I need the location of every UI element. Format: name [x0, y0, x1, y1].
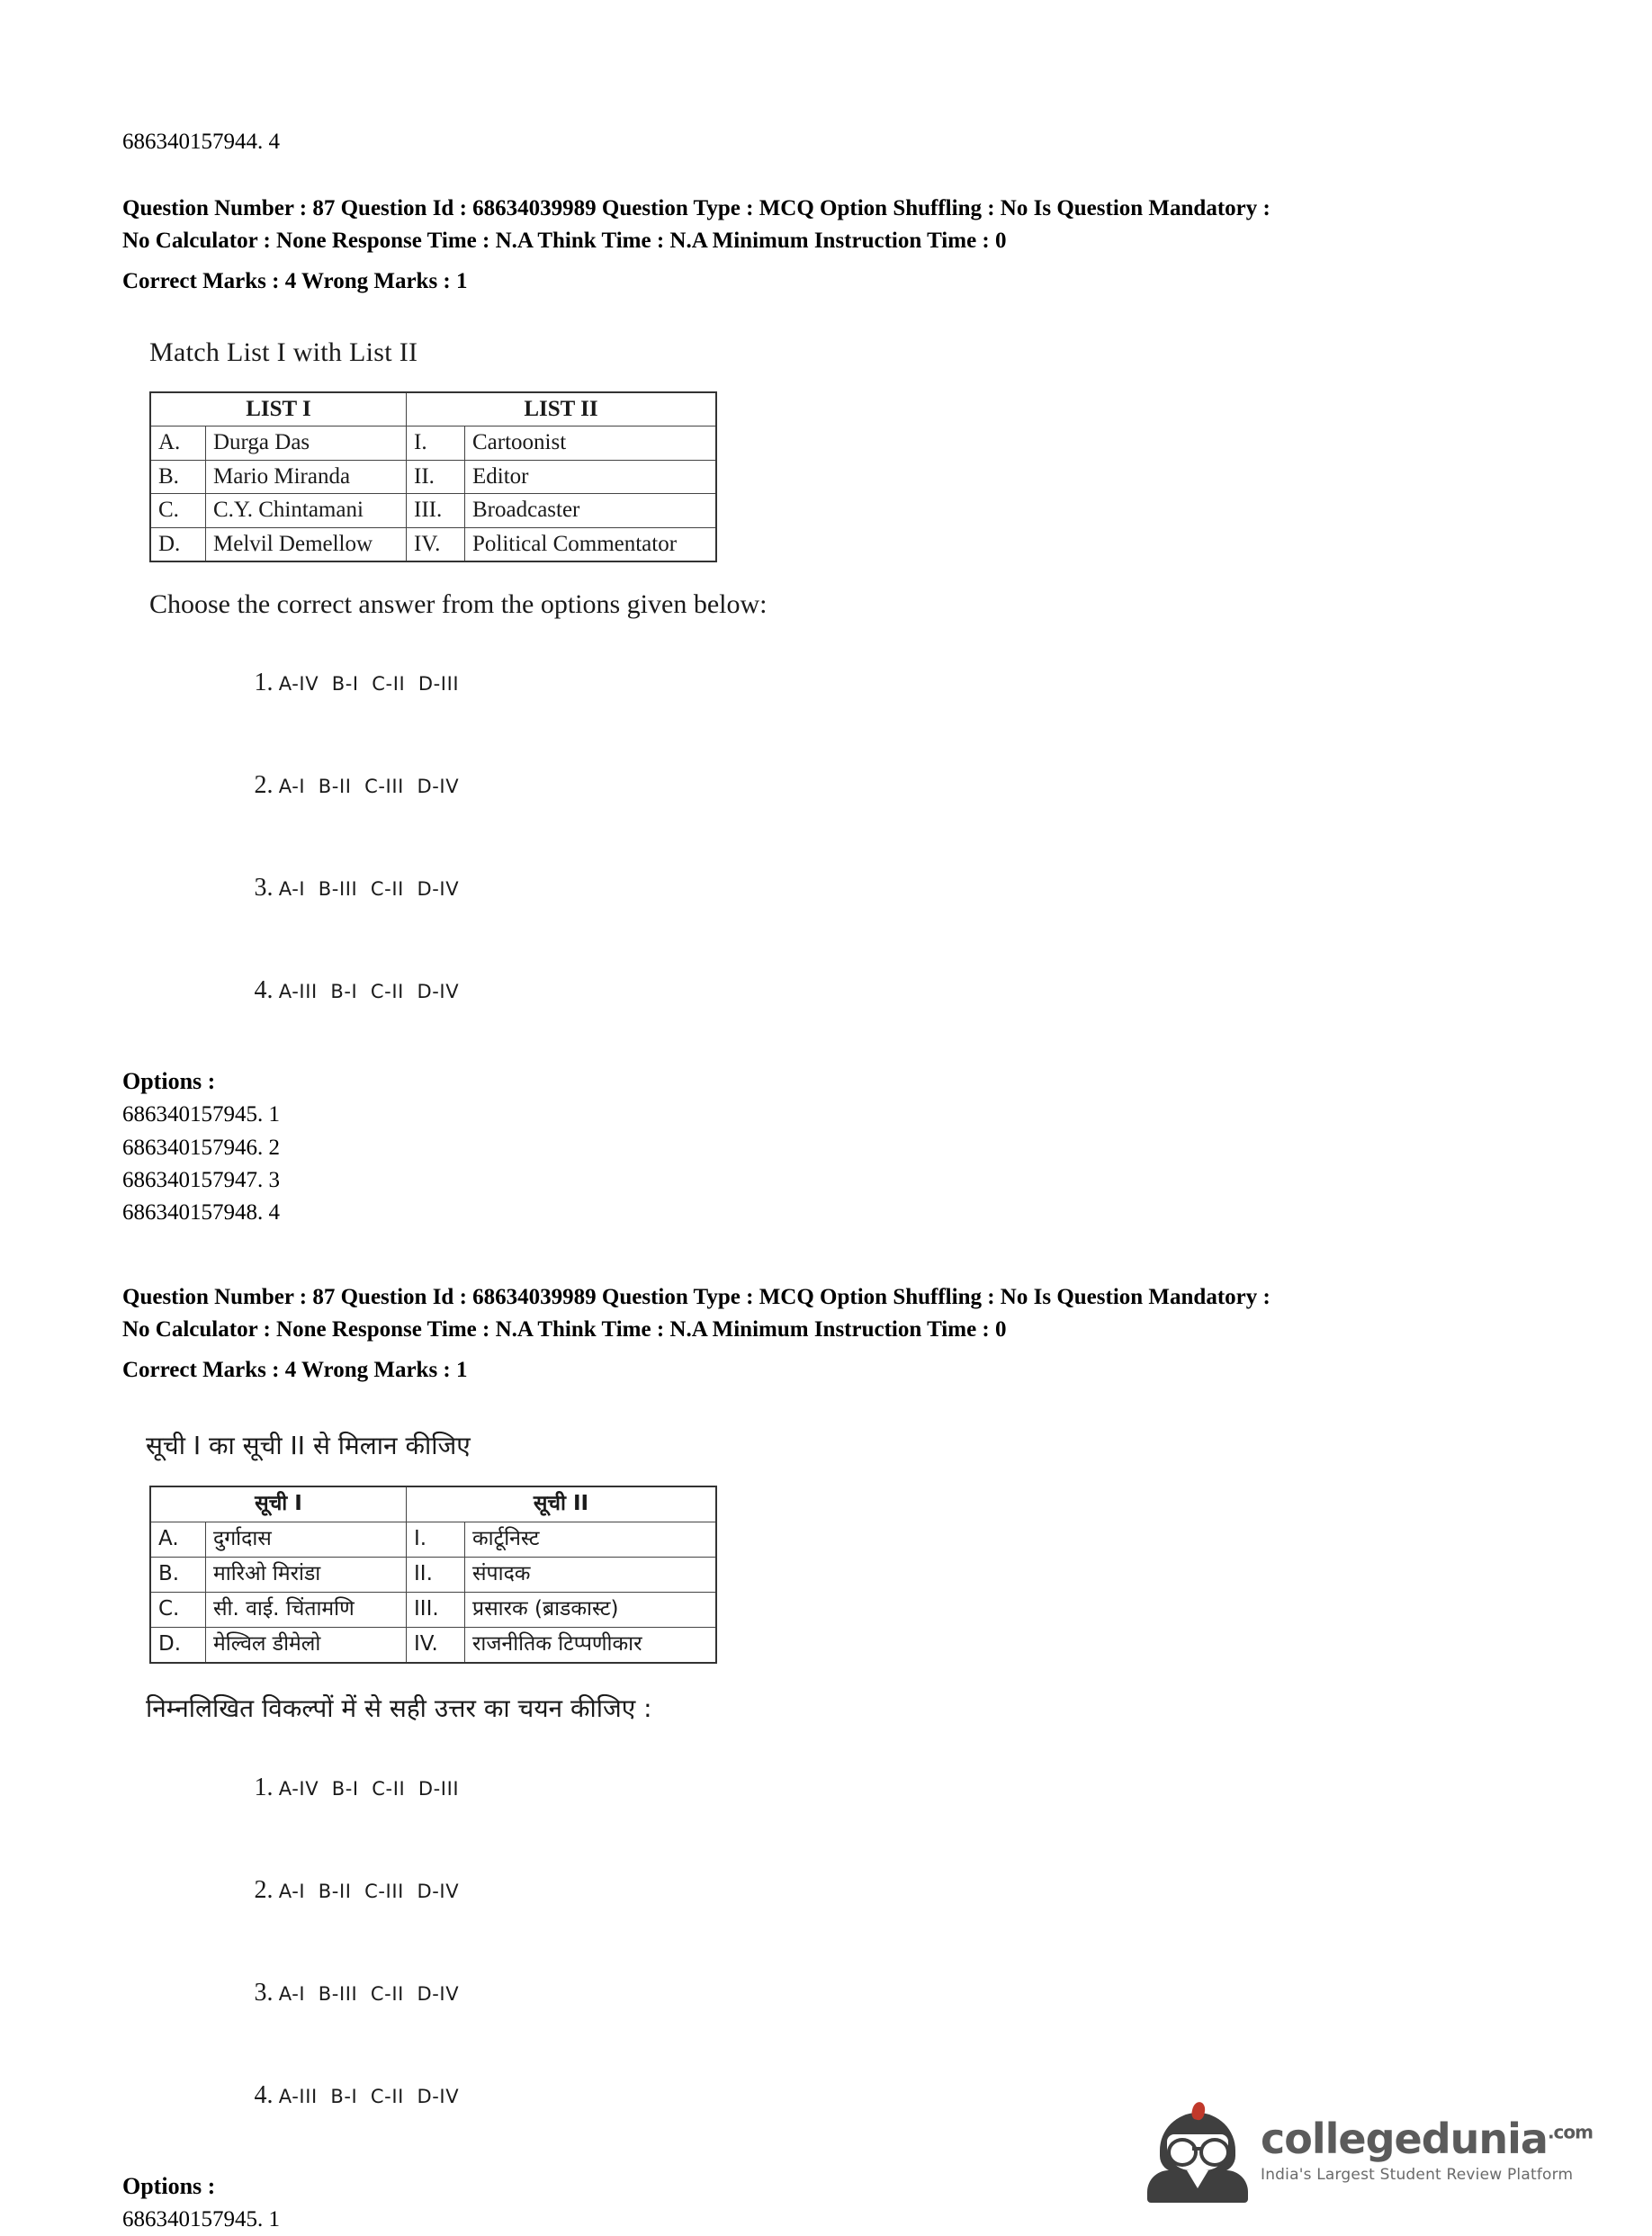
choice-number: 4.	[254, 2080, 274, 2109]
row-right-label: III.	[407, 1592, 465, 1627]
row-left-value: C.Y. Chintamani	[206, 494, 407, 528]
option-id-list-hindi	[122, 2204, 1562, 2236]
question-block-hindi	[122, 1281, 1562, 2236]
row-left-value: सी. वाई. चिंतामणि	[206, 1592, 407, 1627]
row-left-value: Mario Miranda	[206, 460, 407, 494]
row-left-label: A.	[150, 427, 206, 461]
collegedunia-watermark	[1147, 2098, 1593, 2203]
choice-number: 3.	[254, 874, 274, 902]
row-left-label: D.	[150, 527, 206, 561]
choice-text: A-IV B-I C-II D-III	[278, 1777, 460, 1800]
option-id: 686340157947. 3	[122, 1167, 280, 1192]
choice-text: A-IV B-I C-II D-III	[278, 673, 460, 696]
choose-instruction-english: Choose the correct answer from the options given below:	[149, 589, 768, 620]
question-marks-line: Correct Marks : 4 Wrong Marks : 1	[122, 1358, 468, 1383]
choice-text: A-I B-II C-III D-IV	[278, 776, 460, 798]
row-right-label: I.	[407, 427, 465, 461]
table-header-row	[150, 392, 716, 427]
option-id: 686340157946. 2	[122, 1135, 280, 1160]
question-metadata-hindi	[122, 1281, 1562, 1387]
choice-option[interactable]	[198, 951, 1562, 1030]
table-header-list-i: LIST I	[150, 392, 407, 427]
row-left-value: Melvil Demellow	[206, 527, 407, 561]
table-header-row	[150, 1486, 716, 1522]
choice-text: A-III B-I C-II D-IV	[278, 2085, 460, 2107]
question-marks-line: Correct Marks : 4 Wrong Marks : 1	[122, 269, 468, 294]
table-row	[150, 1557, 716, 1592]
choice-option[interactable]	[198, 1851, 1562, 1930]
row-right-value: संपादक	[465, 1557, 717, 1592]
watermark-brand	[1260, 2114, 1593, 2163]
question-meta-line-1: Question Number : 87 Question Id : 68634039989 Question Type : MCQ Option Shuffling : No Is Question Mandatory :	[122, 196, 1270, 221]
brand-name: collegedunia	[1260, 2114, 1548, 2163]
row-left-label: A.	[150, 1522, 206, 1557]
option-id: 686340157945. 1	[122, 2206, 280, 2232]
row-right-label: I.	[407, 1522, 465, 1557]
row-right-value: राजनीतिक टिप्पणीकार	[465, 1627, 717, 1663]
choice-text: A-I B-III C-II D-IV	[278, 878, 460, 901]
question-meta-line-2: No Calculator : None Response Time : N.A Think Time : N.A Minimum Instruction Time : 0	[122, 1316, 1007, 1342]
choice-text: A-III B-I C-II D-IV	[278, 981, 460, 1003]
table-row	[150, 1522, 716, 1557]
mascot-icon	[1147, 2098, 1248, 2203]
choose-instruction-hindi: निम्नलिखित विकल्पों में से सही उत्तर का चयन कीजिए :	[146, 1693, 652, 1723]
row-right-value: Broadcaster	[465, 494, 717, 528]
option-id: 686340157948. 4	[122, 1200, 280, 1225]
choice-number: 3.	[254, 1978, 274, 2007]
row-left-value: मारिओ मिरांडा	[206, 1557, 407, 1592]
row-left-label: D.	[150, 1627, 206, 1663]
table-row	[150, 1627, 716, 1663]
row-right-value: Cartoonist	[465, 427, 717, 461]
choice-text: A-I B-III C-II D-IV	[278, 1982, 460, 2005]
question-stem-english: Match List I with List II	[149, 337, 418, 367]
row-left-label: C.	[150, 1592, 206, 1627]
match-list-table-english	[149, 391, 717, 563]
previous-answer-id: 686340157944. 4	[122, 130, 280, 154]
row-left-label: B.	[150, 460, 206, 494]
table-row	[150, 527, 716, 561]
row-right-label: II.	[407, 1557, 465, 1592]
options-heading-english: Options :	[122, 1068, 216, 1095]
row-right-label: IV.	[407, 527, 465, 561]
row-left-label: C.	[150, 494, 206, 528]
choice-text: A-I B-II C-III D-IV	[278, 1880, 460, 1902]
row-left-value: दुर्गादास	[206, 1522, 407, 1557]
choice-number: 1.	[254, 669, 274, 697]
choice-list-english	[198, 643, 1562, 1030]
choice-option[interactable]	[198, 643, 1562, 723]
row-right-value: प्रसारक (ब्राडकास्ट)	[465, 1592, 717, 1627]
row-right-label: II.	[407, 460, 465, 494]
row-left-label: B.	[150, 1557, 206, 1592]
choice-number: 1.	[254, 1773, 274, 1801]
choice-option[interactable]	[198, 1748, 1562, 1827]
watermark-text	[1260, 2114, 1593, 2184]
question-block-english	[122, 193, 1562, 1229]
options-heading-hindi: Options :	[122, 2172, 216, 2199]
table-row	[150, 460, 716, 494]
question-meta-line-1: Question Number : 87 Question Id : 68634039989 Question Type : MCQ Option Shuffling : No Is Question Mandatory :	[122, 1285, 1270, 1310]
table-row	[150, 1592, 716, 1627]
choice-number: 4.	[254, 976, 274, 1005]
choice-option[interactable]	[198, 1953, 1562, 2033]
brand-suffix: .com	[1547, 2121, 1593, 2143]
table-header-list-i: सूची I	[150, 1486, 407, 1522]
row-right-value: Political Commentator	[465, 527, 717, 561]
table-row	[150, 494, 716, 528]
question-metadata-english	[122, 193, 1562, 298]
choice-number: 2.	[254, 771, 274, 800]
row-right-label: III.	[407, 494, 465, 528]
table-header-list-ii: सूची II	[407, 1486, 717, 1522]
row-left-value: मेल्विल डीमेलो	[206, 1627, 407, 1663]
row-right-value: Editor	[465, 460, 717, 494]
choice-number: 2.	[254, 1875, 274, 1904]
option-id-list-english	[122, 1099, 1562, 1229]
watermark-tagline: India's Largest Student Review Platform	[1260, 2165, 1574, 2184]
choice-option[interactable]	[198, 849, 1562, 928]
table-header-list-ii: LIST II	[407, 392, 717, 427]
question-meta-line-2: No Calculator : None Response Time : N.A Think Time : N.A Minimum Instruction Time : 0	[122, 228, 1007, 253]
match-list-table-hindi	[149, 1486, 717, 1664]
page-content	[122, 0, 1562, 2236]
table-row	[150, 427, 716, 461]
choice-option[interactable]	[198, 746, 1562, 825]
row-right-value: कार्टूनिस्ट	[465, 1522, 717, 1557]
option-id: 686340157945. 1	[122, 1102, 280, 1127]
question-stem-hindi: सूची I का सूची II से मिलान कीजिए	[146, 1430, 471, 1460]
row-left-value: Durga Das	[206, 427, 407, 461]
choice-list-hindi	[198, 1748, 1562, 2135]
row-right-label: IV.	[407, 1627, 465, 1663]
